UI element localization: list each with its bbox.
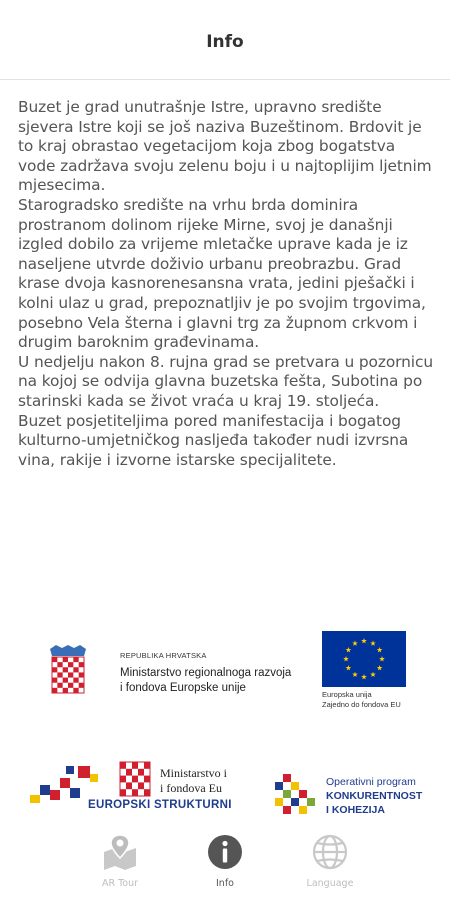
map-pin-icon <box>100 832 140 872</box>
op-kk-line2: KONKURENTNOST <box>326 790 423 802</box>
nav-label: Language <box>306 878 354 889</box>
nav-label: Info <box>216 878 234 889</box>
eu-caption-line2: Zajedno do fondova EU <box>322 700 401 709</box>
nav-info[interactable] <box>175 832 275 896</box>
info-paragraph: Starogradsko središte na vrhu brda dominira prostranom dolinom rijeke Mirne, svoj je današnji izgled dobilo za vrijeme mletačke uprave kada je iz naseljene utvrde doživio urbanu preobrazbu. Grad krase dvoja kasnorenesansna vrata, jedini pješački i kolni ulaz u grad, prepoznatljiv je po svojim trgovima, posebno Vela šterna i glavni trg za župnom crkvom i drugim baroknim građevinama. <box>18 195 426 352</box>
ministry-name-line1: Ministarstvo regionalnoga razvoja <box>120 667 292 679</box>
esf-logo <box>30 760 240 820</box>
esf-structural-funds: EUROPSKI STRUKTURNI <box>88 799 232 811</box>
ministry-country: REPUBLIKA HRVATSKA <box>120 651 207 660</box>
esf-ministry-line1: Ministarstvo i <box>160 766 228 780</box>
op-kk-line1: Operativni program <box>326 776 416 788</box>
info-paragraph: Buzet posjetiteljima pored manifestacija i bogatog kulturno-umjetničkog nasljeđa također nudi izvrsna vina, rakije i izvorne istarske specijalitete. <box>18 411 409 469</box>
nav-label: AR Tour <box>101 878 139 889</box>
bottom-navigation <box>0 826 450 900</box>
ministry-logo <box>48 645 292 705</box>
esf-ministry-line2: i fondova Eu <box>160 781 222 795</box>
op-kk-mosaic-icon <box>275 774 319 818</box>
eu-caption-line1: Europska unija <box>322 690 372 699</box>
nav-ar-tour[interactable] <box>70 832 170 896</box>
info-paragraph: Buzet je grad unutrašnje Istre, upravno središte sjevera Istre koji se još naziva Buzeštinom. Brdovit je to kraj obrastao vegetacijom koja zbog bogatstva vode zadržava svoju zelenu boju i u najtoplijim ljetnim mjesecima. <box>18 98 432 195</box>
app-header <box>0 0 450 80</box>
op-kk-line3: I KOHEZIJA <box>326 804 385 816</box>
eu-caption <box>322 690 422 710</box>
info-paragraph: U nedjelju nakon 8. rujna grad se pretvara u pozornicu na kojoj se odvija glavna buzetska fešta, Subotina po starinski kada se život vraća u kraj 19. stoljeća. <box>18 352 433 410</box>
eu-flag-icon <box>322 631 406 687</box>
globe-icon <box>310 832 350 872</box>
op-kk-logo <box>275 774 435 822</box>
page-title: Info <box>206 32 244 52</box>
info-icon <box>205 832 245 872</box>
info-text <box>18 98 436 470</box>
croatian-coat-of-arms-icon <box>48 645 88 701</box>
nav-language[interactable] <box>280 832 380 896</box>
ministry-name-line2: i fondova Europske unije <box>120 682 246 694</box>
